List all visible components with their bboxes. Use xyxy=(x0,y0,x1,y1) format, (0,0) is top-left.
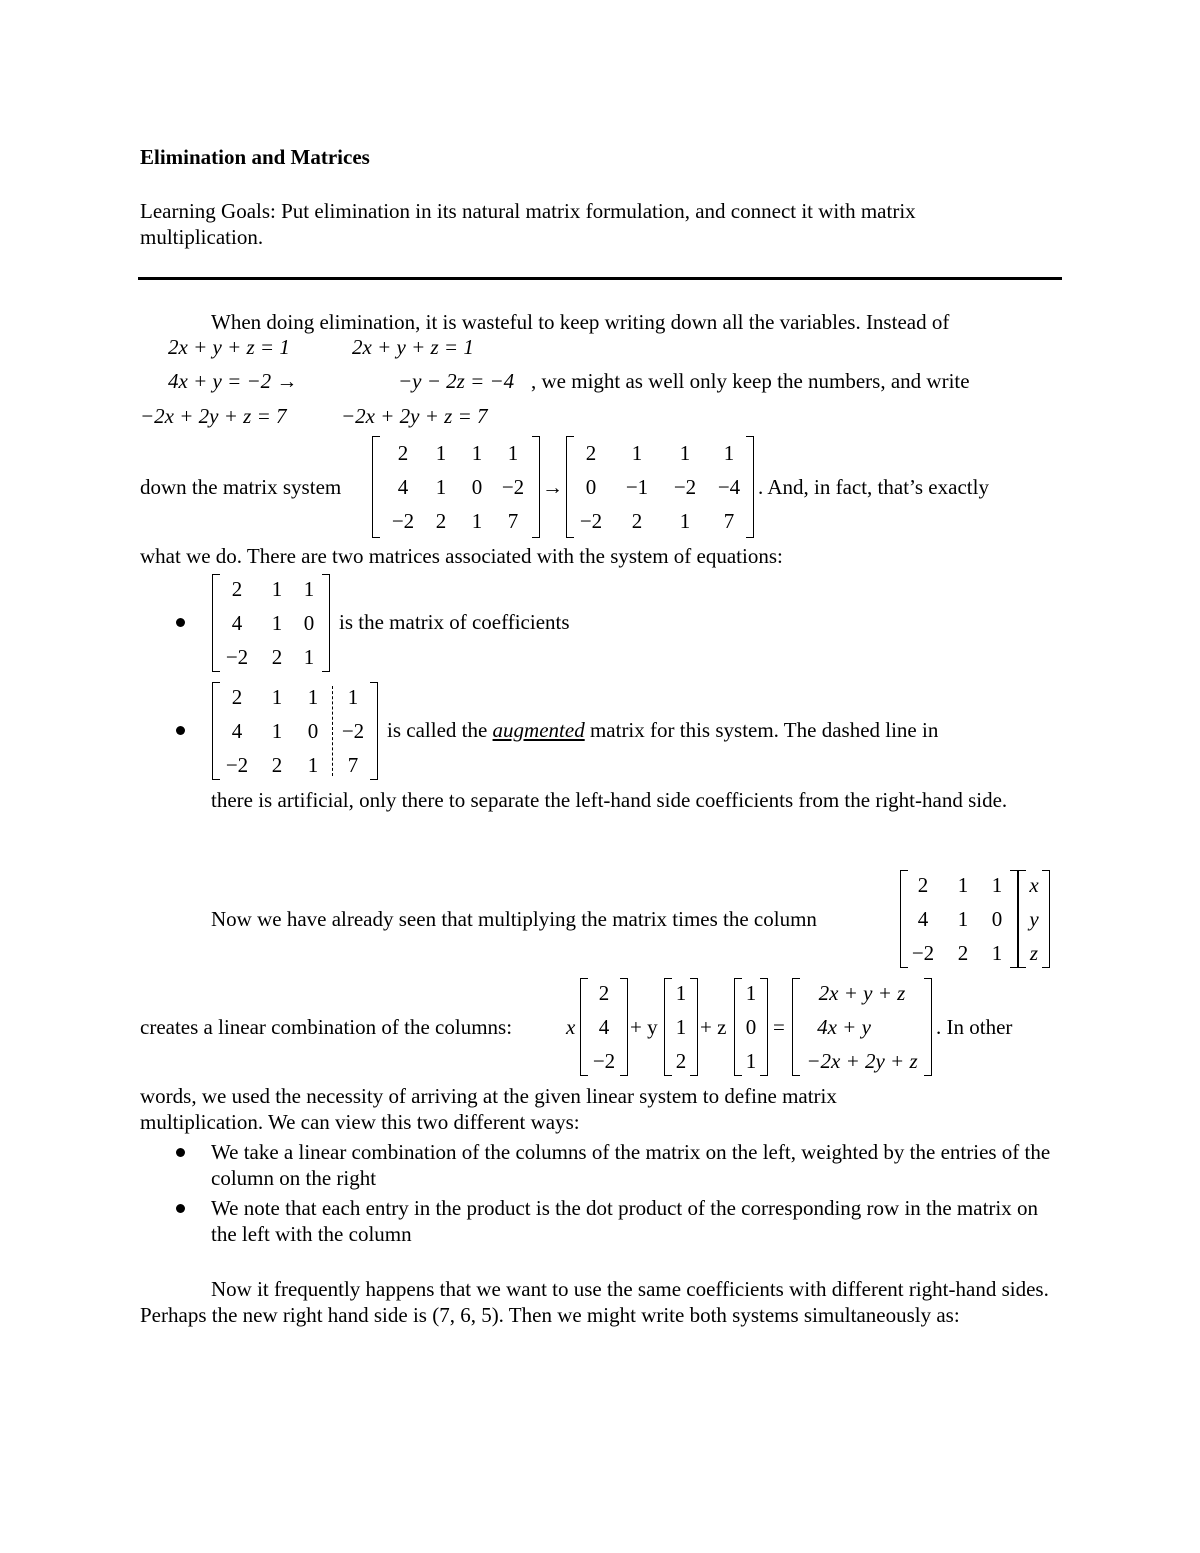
paragraph-intro-line: When doing elimination, it is wasteful to keep writing down all the variables. Instead of xyxy=(211,310,950,334)
vector-cell: 4 xyxy=(598,1015,610,1039)
system-left-row-1: 2x + y + z = 1 xyxy=(168,335,290,359)
matrix-cell: 2 xyxy=(631,509,643,533)
matrix-cell: −2 xyxy=(911,941,935,965)
matrix-cell: 7 xyxy=(347,753,359,777)
matrix-cell: 1 xyxy=(507,441,519,465)
matrix-cell: 4 xyxy=(917,907,929,931)
matrix-cell: 7 xyxy=(507,509,519,533)
matrix-cell: −2 xyxy=(225,645,249,669)
matrix-cell: 1 xyxy=(991,873,1003,897)
matrix-cell: 0 xyxy=(471,475,483,499)
matrix-cell: 1 xyxy=(957,907,969,931)
augmented-divider xyxy=(332,686,333,776)
matrix-aug-after xyxy=(566,436,754,538)
matrix-cell: −4 xyxy=(717,475,741,499)
matrix-cell: 0 xyxy=(991,907,1003,931)
vector-cell: 2 xyxy=(675,1049,687,1073)
vector-column-1 xyxy=(580,978,628,1076)
matrix-cell: 2 xyxy=(435,509,447,533)
matrix-multiply xyxy=(900,870,1018,968)
matrix-coefficients xyxy=(212,574,330,672)
equals-sign: = xyxy=(773,1015,785,1039)
vector-column-2 xyxy=(664,978,698,1076)
matrix-cell: 1 xyxy=(303,645,315,669)
vector-result xyxy=(792,978,932,1076)
augmented-text-post: matrix for this system. The dashed line in xyxy=(584,718,939,742)
matrix-augmented xyxy=(212,682,378,780)
bullet-icon xyxy=(176,726,185,735)
matrix-cell: −2 xyxy=(673,475,697,499)
vector-cell: 1 xyxy=(675,981,687,1005)
system-right-row-2: −y − 2z = −4 xyxy=(398,369,515,393)
augmented-emphasis: augmented xyxy=(492,718,585,742)
system-right-row-3: −2x + 2y + z = 7 xyxy=(341,404,488,428)
matrix-cell: 2 xyxy=(271,753,283,777)
vector-cell: z xyxy=(1029,941,1039,965)
system-left-row-2: 4x + y = −2 → xyxy=(168,369,298,393)
matrix-cell: −1 xyxy=(625,475,649,499)
vector-cell: −2x + 2y + z xyxy=(806,1049,918,1073)
vector-cell: 2 xyxy=(598,981,610,1005)
coefficients-text: is the matrix of coefficients xyxy=(339,610,570,634)
vector-cell: x xyxy=(1029,873,1039,897)
matrix-cell: 1 xyxy=(271,719,283,743)
exactly-text: . And, in fact, that’s exactly xyxy=(758,475,989,499)
bullet-icon xyxy=(176,1204,185,1213)
paragraph-continuation: , we might as well only keep the numbers, and write xyxy=(531,369,970,393)
vector-cell: 4x + y xyxy=(817,1015,871,1039)
matrix-cell: 4 xyxy=(231,719,243,743)
matrix-cell: 0 xyxy=(585,475,597,499)
final-paragraph: Now it frequently happens that we want to use the same coefficients with different right-hand sides. Perhaps the new right hand side is (7, 6, 5). Then we might write both systems simultaneously as: xyxy=(140,1277,1049,1327)
two-matrices-text: what we do. There are two matrices associated with the system of equations: xyxy=(140,544,783,568)
vector-cell: 0 xyxy=(745,1015,757,1039)
bullet-icon xyxy=(176,618,185,627)
list-item: We note that each entry in the product is the dot product of the corresponding row in the matrix on the left with the column xyxy=(211,1196,1038,1246)
matrix-cell: 2 xyxy=(231,685,243,709)
matrix-cell: 1 xyxy=(435,475,447,499)
plus-z: + z xyxy=(700,1015,727,1039)
vector-cell: 2x + y + z xyxy=(818,981,906,1005)
system-left-row-3: −2x + 2y + z = 7 xyxy=(140,404,287,428)
matrix-cell: −2 xyxy=(579,509,603,533)
matrix-cell: 1 xyxy=(271,611,283,635)
matrix-cell: 0 xyxy=(303,611,315,635)
augmented-continuation: there is artificial, only there to separate the left-hand side coefficients from the right-hand side. xyxy=(211,788,1008,812)
bullet-icon xyxy=(176,1148,185,1157)
matrix-cell: 1 xyxy=(471,441,483,465)
matrix-aug-before xyxy=(372,436,540,538)
plus-y: + y xyxy=(630,1015,658,1039)
matrix-cell: 1 xyxy=(471,509,483,533)
words-paragraph: words, we used the necessity of arriving at the given linear system to define matrix multiplication. We can view this two different ways: xyxy=(140,1084,837,1134)
augmented-text-pre: is called the xyxy=(387,718,493,742)
matrix-cell: 2 xyxy=(957,941,969,965)
list-item: We take a linear combination of the columns of the matrix on the left, weighted by the entries of the column on the right xyxy=(211,1140,1051,1190)
matrix-cell: 2 xyxy=(397,441,409,465)
matrix-cell: 0 xyxy=(307,719,319,743)
matrix-cell: 4 xyxy=(231,611,243,635)
matrix-cell: 1 xyxy=(271,577,283,601)
in-other-text: . In other xyxy=(936,1015,1013,1039)
vector-cell: 1 xyxy=(675,1015,687,1039)
coef-x: x xyxy=(566,1015,576,1039)
matrix-cell: 7 xyxy=(723,509,735,533)
matrix-cell: 1 xyxy=(435,441,447,465)
vector-cell: −2 xyxy=(592,1049,616,1073)
matrix-cell: 1 xyxy=(303,577,315,601)
matrix-cell: −2 xyxy=(225,753,249,777)
matrix-cell: 2 xyxy=(231,577,243,601)
vector-column-3 xyxy=(734,978,768,1076)
linear-combination-text: creates a linear combination of the columns: xyxy=(140,1015,513,1039)
matrix-cell: −2 xyxy=(341,719,365,743)
matrix-cell: 1 xyxy=(679,441,691,465)
vector-xyz xyxy=(1018,870,1050,968)
matrix-cell: 1 xyxy=(723,441,735,465)
matrix-cell: 1 xyxy=(271,685,283,709)
matrix-cell: 1 xyxy=(347,685,359,709)
system-right-row-1: 2x + y + z = 1 xyxy=(352,335,474,359)
arrow-symbol: → xyxy=(542,475,563,499)
horizontal-rule xyxy=(138,277,1062,280)
vector-cell: 1 xyxy=(745,1049,757,1073)
matrix-cell: 1 xyxy=(307,685,319,709)
matrix-cell: 1 xyxy=(679,509,691,533)
matrix-cell: 4 xyxy=(397,475,409,499)
matrix-cell: −2 xyxy=(501,475,525,499)
page-title: Elimination and Matrices xyxy=(140,145,370,169)
matrix-cell: 1 xyxy=(307,753,319,777)
learning-goals: Learning Goals: Put elimination in its natural matrix formulation, and connect it with matrix multiplication. xyxy=(140,199,916,249)
matrix-system-label: down the matrix system xyxy=(140,475,342,499)
matrix-cell: 1 xyxy=(957,873,969,897)
vector-cell: 1 xyxy=(745,981,757,1005)
matrix-cell: 1 xyxy=(991,941,1003,965)
matrix-cell: −2 xyxy=(391,509,415,533)
matrix-cell: 2 xyxy=(271,645,283,669)
vector-cell: y xyxy=(1029,907,1039,931)
matrix-cell: 2 xyxy=(917,873,929,897)
multiply-text: Now we have already seen that multiplying the matrix times the column xyxy=(211,907,817,931)
matrix-cell: 2 xyxy=(585,441,597,465)
matrix-cell: 1 xyxy=(631,441,643,465)
augmented-text xyxy=(387,717,938,743)
